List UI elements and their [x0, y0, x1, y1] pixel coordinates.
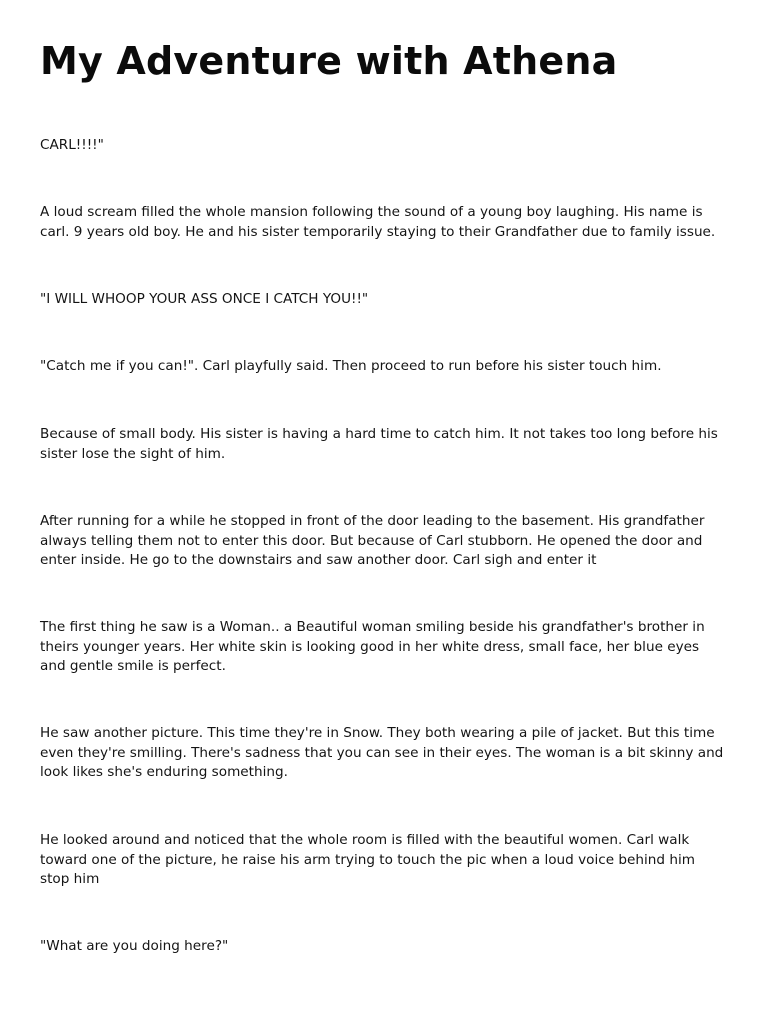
paragraph-2: A loud scream filled the whole mansion following the sound of a young boy laughing. His name is carl. 9 years old boy. He and his sister temporarily staying to their Grandfather due to family issue.: [40, 204, 716, 240]
paragraph-4: "Catch me if you can!". Carl playfully said. Then proceed to run before his sister touch him.: [40, 358, 662, 374]
paragraph-3: "I WILL WHOOP YOUR ASS ONCE I CATCH YOU!!": [40, 291, 369, 307]
paragraph-1: CARL!!!!": [40, 137, 104, 153]
paragraph-8: He saw another picture. This time they're in Snow. They both wearing a pile of jacket. But this time even they're smilling. There's sadness that you can see in their eyes. The woman is a bit skinny and look likes she's enduring something.: [40, 725, 724, 781]
paragraph-7: The first thing he saw is a Woman.. a Beautiful woman smiling beside his grandfather's brother in theirs younger years. Her white skin is looking good in her white dress, small face, her blue eyes and gentle smile is perfect.: [40, 619, 705, 675]
paragraph-6: After running for a while he stopped in front of the door leading to the basement. His grandfather always telling them not to enter this door. But because of Carl stubborn. He opened the door and enter inside. He go to the downstairs and saw another door. Carl sigh and enter it: [40, 513, 705, 569]
paragraph-10: "What are you doing here?": [40, 938, 229, 954]
document-title: My Adventure with Athena: [40, 39, 618, 83]
paragraph-5: Because of small body. His sister is having a hard time to catch him. It not takes too long before his sister lose the sight of him.: [40, 426, 718, 462]
paragraph-9: He looked around and noticed that the whole room is filled with the beautiful women. Carl walk toward one of the picture, he raise his arm trying to touch the pic when a loud voice behind him stop him: [40, 832, 695, 888]
